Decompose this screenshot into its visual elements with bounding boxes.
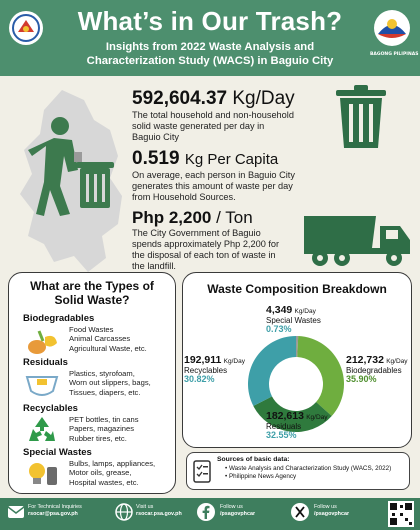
label-recyclables: 192,911 Kg/Day Recyclables 30.82% bbox=[184, 354, 245, 384]
waste-types-card bbox=[8, 272, 176, 494]
stat-total-waste: 592,604.37 Kg/Day bbox=[132, 88, 295, 109]
food-waste-icon bbox=[25, 327, 59, 357]
globe-icon bbox=[114, 502, 134, 522]
bagong-pilipinas-logo bbox=[370, 8, 419, 62]
stat-disposal-cost-desc: The City Government of Baguio spends approximately Php 2,200 for the disposal of each ton of waste in the landfill. bbox=[132, 228, 280, 271]
header-banner bbox=[0, 0, 420, 76]
bagong-pilipinas-text: BAGONG PILIPINAS bbox=[370, 52, 419, 57]
page-title: What’s in Our Trash? bbox=[77, 6, 343, 36]
bagong-pilipinas-emblem-icon bbox=[372, 8, 412, 50]
category-residuals: Residuals bbox=[23, 357, 68, 368]
composition-title: Waste Composition Breakdown bbox=[207, 282, 387, 296]
stat-per-capita-desc: On average, each person in Baguio City generates this amount of waste per day from Household Sources. bbox=[132, 170, 295, 202]
x-twitter-icon bbox=[290, 502, 310, 522]
stat-per-capita: 0.519 Kg Per Capita bbox=[132, 148, 279, 169]
donut-slice-biodegradables bbox=[297, 336, 344, 416]
facebook-icon bbox=[196, 502, 216, 522]
biodegradables-items: Food Wastes Animal Carcasses Agricultural Waste, etc. bbox=[69, 325, 147, 353]
psa-logo-icon bbox=[8, 10, 44, 46]
footer-email[interactable]: For Technical Inquiries rsocar@psa.gov.ph bbox=[28, 504, 82, 517]
footer-facebook[interactable]: Follow us /psagovphcar bbox=[220, 504, 256, 517]
recycle-icon bbox=[25, 415, 59, 445]
label-biodegradables: 212,732 Kg/Day Biodegradables 35.90% bbox=[346, 354, 408, 384]
recyclables-items: PET bottles, tin cans Papers, magazines Rubber tires, etc. bbox=[69, 415, 139, 443]
category-special-wastes: Special Wastes bbox=[23, 447, 92, 458]
footer bbox=[0, 498, 420, 530]
category-recyclables: Recyclables bbox=[23, 403, 78, 414]
diaper-icon bbox=[25, 369, 59, 399]
dump-truck-icon bbox=[302, 212, 412, 268]
sources-box bbox=[186, 452, 410, 490]
document-checklist-icon bbox=[193, 460, 213, 484]
email-icon bbox=[6, 502, 26, 522]
sources-title: Sources of basic data: bbox=[217, 456, 290, 463]
lightbulb-icon bbox=[25, 459, 59, 489]
special-wastes-items: Bulbs, lamps, appliances, Motor oils, grease, Hospital wastes, etc. bbox=[69, 459, 156, 487]
waste-types-title: What are the Types of Solid Waste? bbox=[30, 279, 154, 307]
label-special-wastes: 4,349 Kg/Day Special Wastes 0.73% bbox=[266, 304, 321, 334]
sources-list: • Waste Analysis and Characterization Study (WACS, 2022) • Philippine News Agency bbox=[225, 465, 392, 480]
baguio-map-illustration-icon bbox=[14, 86, 132, 276]
residuals-items: Plastics, styrofoam, Worn out slippers, bags, Tissues, diapers, etc. bbox=[69, 369, 151, 397]
page-subtitle: Insights from 2022 Waste Analysis and Characterization Study (WACS) in Baguio City bbox=[86, 41, 334, 67]
footer-website[interactable]: Visit us rsocar.psa.gov.ph bbox=[136, 504, 182, 517]
stat-total-waste-desc: The total household and non-household solid waste generated per day in Baguio City bbox=[132, 110, 294, 142]
category-biodegradables: Biodegradables bbox=[23, 313, 95, 324]
qr-code-icon bbox=[388, 501, 414, 527]
donut-slice-recyclables bbox=[248, 336, 296, 406]
stat-disposal-cost: Php 2,200 / Ton bbox=[132, 208, 253, 227]
label-residuals: 182,613 Kg/Day Residuals 32.55% bbox=[266, 410, 328, 440]
footer-x[interactable]: Follow us /psagovphcar bbox=[314, 504, 350, 517]
trash-bin-icon bbox=[332, 84, 390, 150]
